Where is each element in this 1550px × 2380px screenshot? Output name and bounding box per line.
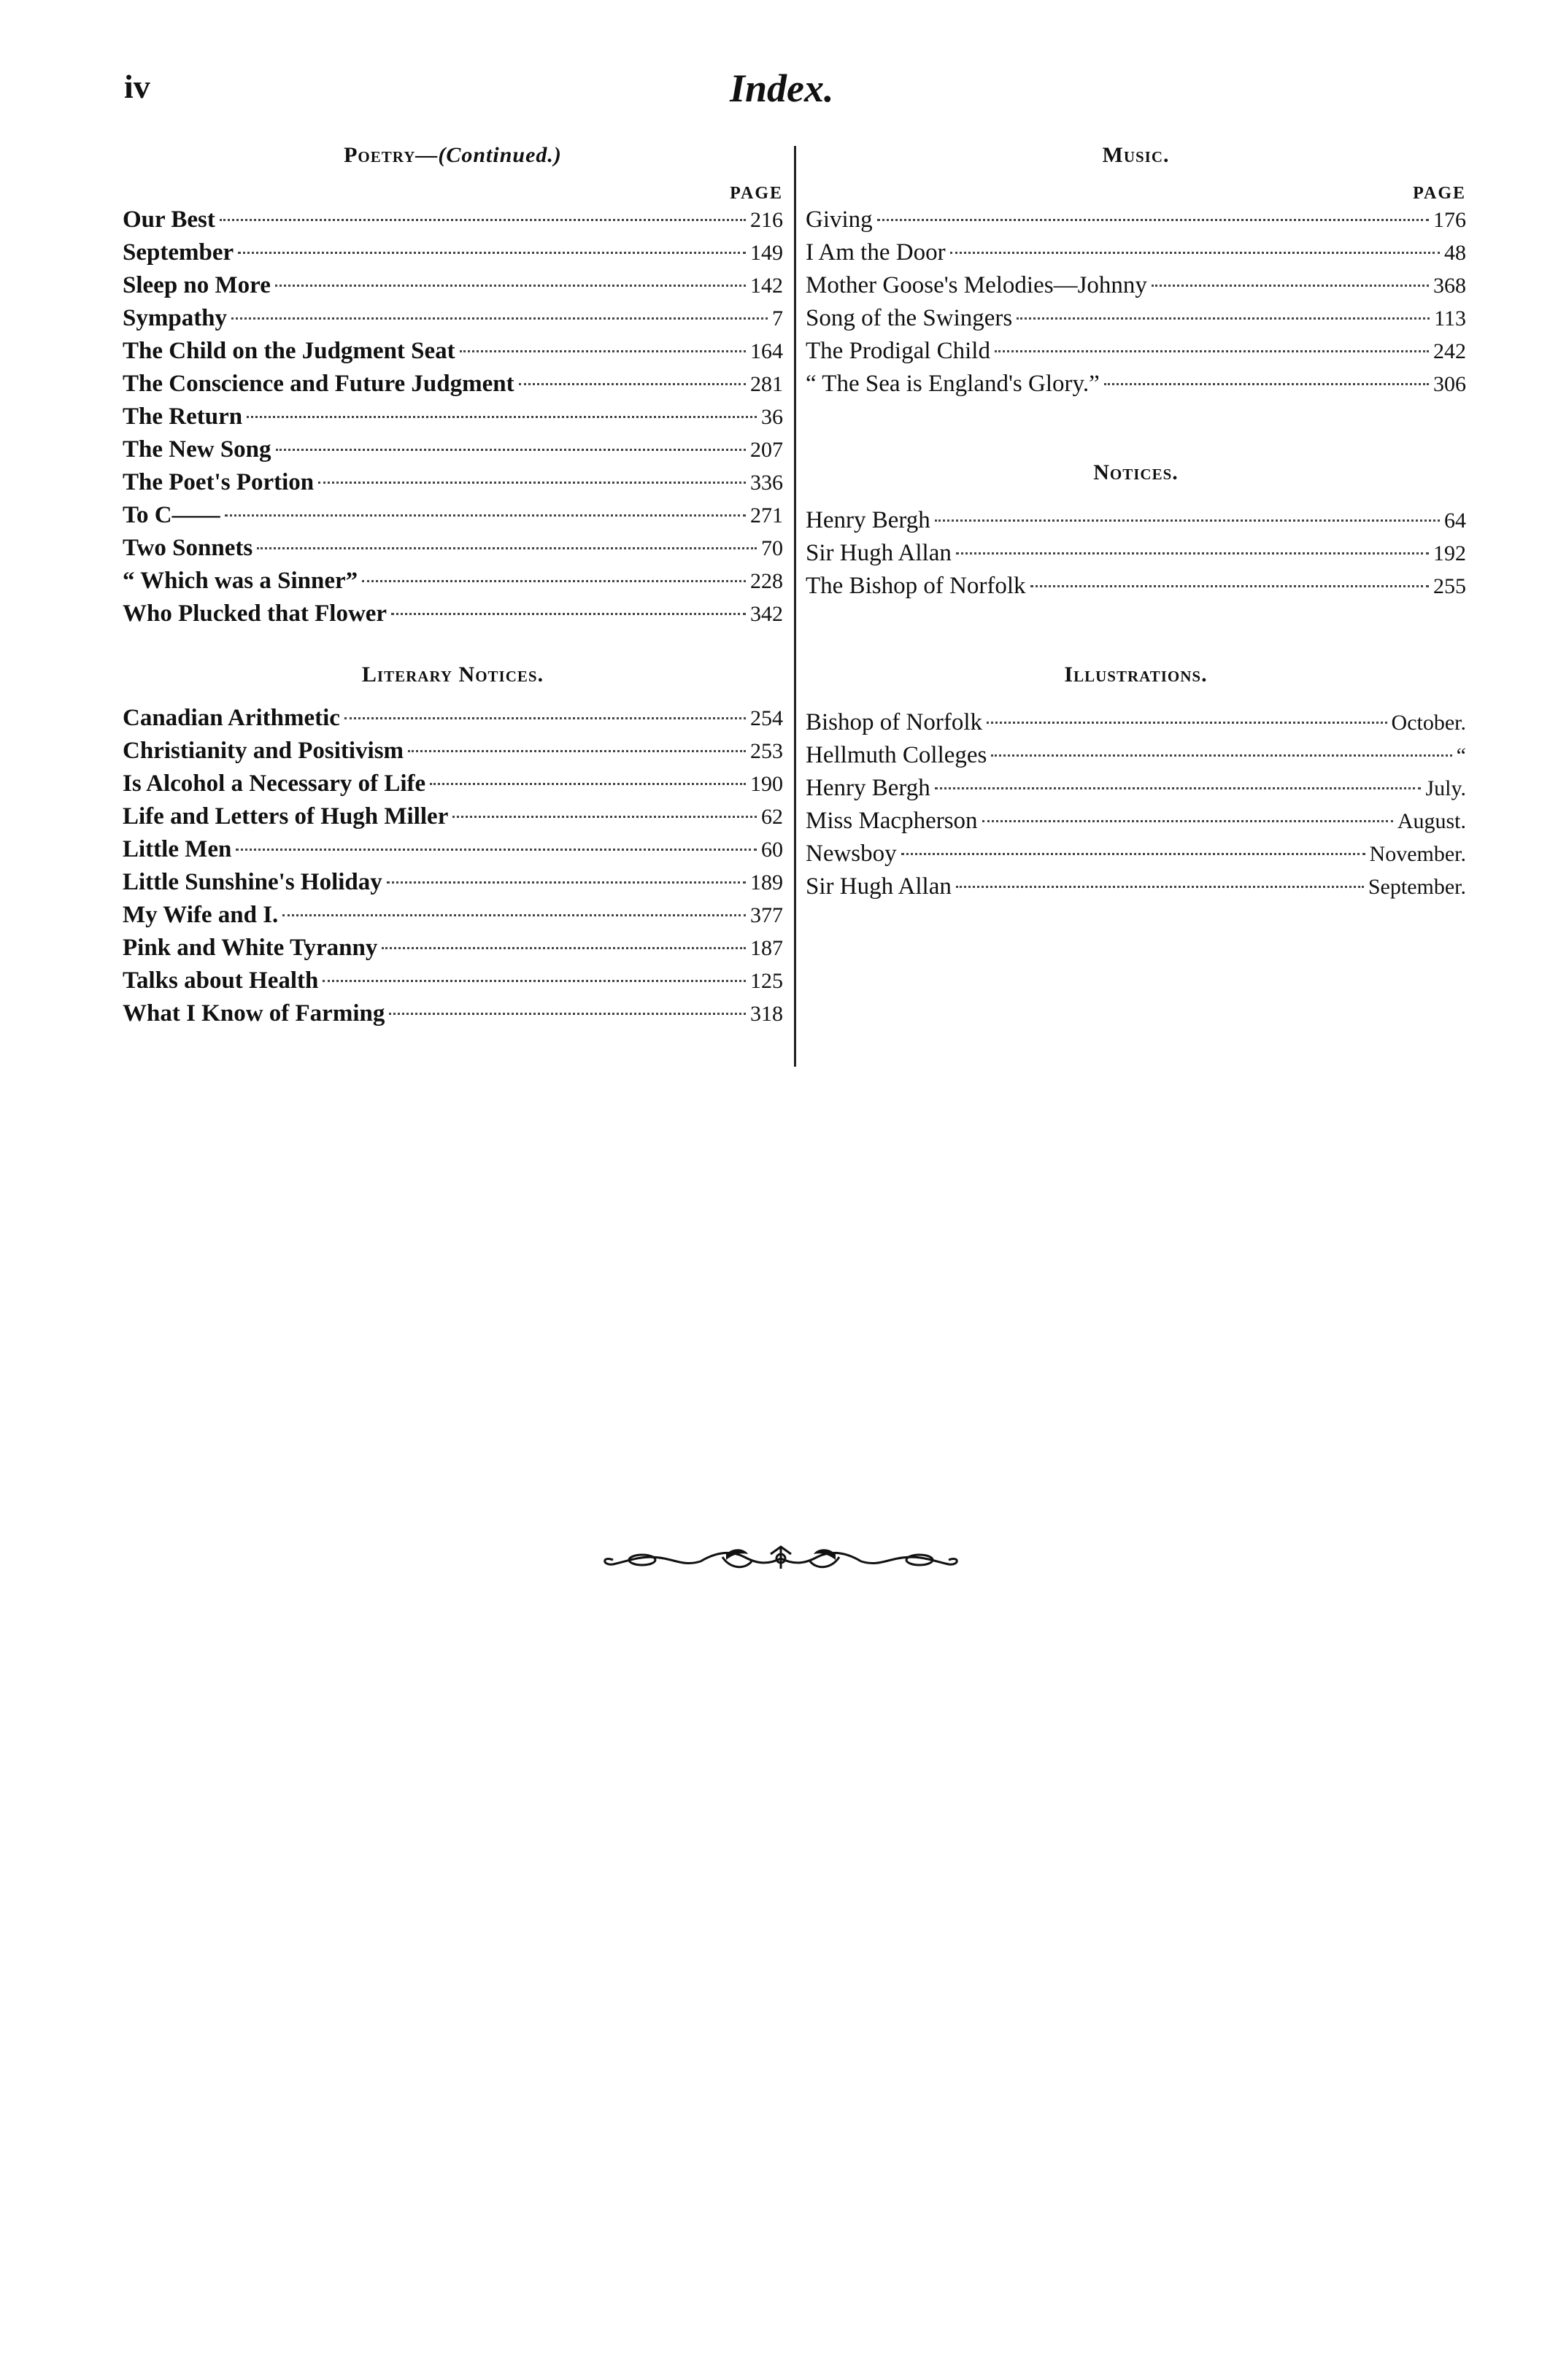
entry-title: Henry Bergh xyxy=(806,507,930,533)
entry-page: 228 xyxy=(750,569,783,593)
dot-leader xyxy=(956,552,1429,555)
entry-title: I Am the Door xyxy=(806,239,946,266)
right-column xyxy=(806,143,1466,906)
entry-title: The Poet's Portion xyxy=(123,469,315,495)
dot-leader xyxy=(1017,317,1430,320)
entry-page: 7 xyxy=(772,306,783,331)
dot-leader xyxy=(935,519,1440,522)
poetry-page-label: PAGE xyxy=(730,184,783,203)
entry-title: Sympathy xyxy=(123,305,228,331)
column-divider xyxy=(794,146,796,1067)
entry-title: Little Men xyxy=(123,836,232,862)
entry-title: Song of the Swingers xyxy=(806,305,1013,331)
index-entry xyxy=(123,338,783,371)
entry-page: 192 xyxy=(1433,541,1466,565)
index-entry xyxy=(806,709,1466,742)
entry-page: 207 xyxy=(750,438,783,462)
entry-page: 142 xyxy=(750,274,783,298)
entry-page: 125 xyxy=(750,969,783,993)
dot-leader xyxy=(408,750,746,752)
entry-page: 318 xyxy=(750,1002,783,1026)
index-entry xyxy=(806,272,1466,305)
dot-leader xyxy=(275,285,746,287)
poetry-continued: —(Continued.) xyxy=(415,143,562,167)
page-folio: iv xyxy=(124,68,150,105)
index-entry xyxy=(123,705,783,738)
entry-title: The New Song xyxy=(123,436,271,463)
illustrations-title: Illustrations. xyxy=(1064,662,1208,687)
illustrations-list xyxy=(806,709,1466,906)
entry-page: 306 xyxy=(1433,372,1466,396)
index-entry xyxy=(806,239,1466,272)
entry-title: Sir Hugh Allan xyxy=(806,540,952,566)
entry-title: Who Plucked that Flower xyxy=(123,600,388,627)
page-title: Index. xyxy=(730,66,834,110)
index-entry xyxy=(806,808,1466,841)
index-entry xyxy=(806,742,1466,775)
dot-leader xyxy=(247,416,757,418)
index-entry xyxy=(806,841,1466,873)
dot-leader xyxy=(950,252,1440,254)
dot-leader xyxy=(236,849,757,851)
dot-leader xyxy=(276,449,746,451)
poetry-title: Poetry xyxy=(344,143,416,167)
dot-leader xyxy=(282,914,746,916)
entry-title: Henry Bergh xyxy=(806,775,930,801)
entry-page: 368 xyxy=(1433,274,1466,298)
dot-leader xyxy=(231,317,768,320)
entry-page: 190 xyxy=(750,772,783,796)
entry-page: 176 xyxy=(1433,208,1466,232)
entry-page: 253 xyxy=(750,739,783,763)
index-entry xyxy=(123,403,783,436)
entry-page: 62 xyxy=(761,805,783,829)
entry-page: 216 xyxy=(750,208,783,232)
index-entry xyxy=(123,935,783,967)
entry-title: Canadian Arithmetic xyxy=(123,705,340,731)
entry-page: August. xyxy=(1397,809,1466,833)
entry-page: 64 xyxy=(1444,509,1466,533)
entry-page: 36 xyxy=(761,405,783,429)
index-entry xyxy=(806,507,1466,540)
index-entry xyxy=(123,469,783,502)
entry-title: The Prodigal Child xyxy=(806,338,990,364)
entry-title: The Return xyxy=(123,403,243,430)
index-entry xyxy=(123,869,783,902)
index-entry xyxy=(123,436,783,469)
literary-notices-list xyxy=(123,705,783,1033)
entry-title: The Bishop of Norfolk xyxy=(806,573,1026,599)
notices-list xyxy=(806,507,1466,606)
music-section-title: Music. xyxy=(1102,143,1170,167)
dot-leader xyxy=(344,717,746,719)
index-entry xyxy=(123,836,783,869)
entry-page: 48 xyxy=(1444,241,1466,265)
index-entry xyxy=(123,967,783,1000)
index-entry xyxy=(123,535,783,568)
index-entry xyxy=(123,502,783,535)
entry-title: What I Know of Farming xyxy=(123,1000,385,1027)
dot-leader xyxy=(430,783,746,785)
entry-title: Miss Macpherson xyxy=(806,808,978,834)
entry-title: Is Alcohol a Necessary of Life xyxy=(123,770,426,797)
entry-title: To C—— xyxy=(123,502,220,528)
entry-page: October. xyxy=(1391,711,1466,735)
entry-title: The Conscience and Future Judgment xyxy=(123,371,514,397)
index-entry xyxy=(806,540,1466,573)
entry-title: September xyxy=(123,239,234,266)
entry-title: Sir Hugh Allan xyxy=(806,873,952,900)
dot-leader xyxy=(956,886,1364,888)
entry-title: Hellmuth Colleges xyxy=(806,742,987,768)
entry-page: “ xyxy=(1456,743,1466,768)
entry-page: 281 xyxy=(750,372,783,396)
music-list xyxy=(806,206,1466,403)
dot-leader xyxy=(982,820,1393,822)
index-entry xyxy=(123,770,783,803)
entry-page: 255 xyxy=(1433,574,1466,598)
entry-page: 242 xyxy=(1433,339,1466,363)
dot-leader xyxy=(238,252,746,254)
index-entry xyxy=(123,1000,783,1033)
index-entry xyxy=(123,803,783,836)
index-entry xyxy=(123,272,783,305)
entry-title: Little Sunshine's Holiday xyxy=(123,869,382,895)
entry-page: 187 xyxy=(750,936,783,960)
dot-leader xyxy=(257,547,757,549)
dot-leader xyxy=(1030,585,1429,587)
dot-leader xyxy=(1104,383,1429,385)
entry-page: July. xyxy=(1425,776,1466,800)
entry-title: Newsboy xyxy=(806,841,897,867)
dot-leader xyxy=(452,816,757,818)
entry-title: Our Best xyxy=(123,206,215,233)
left-column xyxy=(123,143,783,1033)
index-entry xyxy=(806,371,1466,403)
entry-title: Bishop of Norfolk xyxy=(806,709,982,735)
entry-page: 189 xyxy=(750,870,783,895)
entry-title: “ Which was a Sinner” xyxy=(123,568,358,594)
dot-leader xyxy=(323,980,746,982)
entry-title: Talks about Health xyxy=(123,967,319,994)
dot-leader xyxy=(391,613,746,615)
index-entry xyxy=(123,902,783,935)
entry-title: Life and Letters of Hugh Miller xyxy=(123,803,449,830)
index-entry xyxy=(123,738,783,770)
entry-title: Giving xyxy=(806,206,873,233)
index-entry xyxy=(123,206,783,239)
dot-leader xyxy=(1152,285,1429,287)
index-entry xyxy=(123,305,783,338)
dot-leader xyxy=(387,881,746,884)
dot-leader xyxy=(991,754,1451,757)
entry-title: Christianity and Positivism xyxy=(123,738,404,764)
dot-leader xyxy=(987,722,1387,724)
entry-page: November. xyxy=(1369,842,1466,866)
dot-leader xyxy=(935,787,1422,789)
entry-page: 271 xyxy=(750,503,783,528)
index-entry xyxy=(806,873,1466,906)
literary-notices-title: Literary Notices. xyxy=(361,662,544,687)
index-entry xyxy=(123,239,783,272)
entry-page: 254 xyxy=(750,706,783,730)
entry-page: 113 xyxy=(1434,306,1466,331)
entry-page: 336 xyxy=(750,471,783,495)
dot-leader xyxy=(389,1013,746,1015)
entry-title: Mother Goose's Melodies—Johnny xyxy=(806,272,1147,298)
notices-title: Notices. xyxy=(1093,460,1179,484)
decorative-ornament-icon xyxy=(598,1539,963,1577)
entry-title: My Wife and I. xyxy=(123,902,279,928)
entry-title: Two Sonnets xyxy=(123,535,253,561)
dot-leader xyxy=(877,219,1429,221)
music-page-label: PAGE xyxy=(1413,184,1466,203)
index-entry xyxy=(806,338,1466,371)
entry-title: Pink and White Tyranny xyxy=(123,935,378,961)
poetry-list xyxy=(123,206,783,633)
entry-page: 377 xyxy=(750,903,783,927)
dot-leader xyxy=(220,219,746,221)
poetry-section-title xyxy=(123,143,783,168)
index-entry xyxy=(806,206,1466,239)
entry-title: The Child on the Judgment Seat xyxy=(123,338,455,364)
index-entry xyxy=(806,573,1466,606)
dot-leader xyxy=(995,350,1429,352)
dot-leader xyxy=(382,947,746,949)
entry-page: 342 xyxy=(750,602,783,626)
dot-leader xyxy=(901,853,1365,855)
index-entry xyxy=(123,600,783,633)
dot-leader xyxy=(318,482,746,484)
index-entry xyxy=(806,775,1466,808)
dot-leader xyxy=(225,514,746,517)
entry-page: 70 xyxy=(761,536,783,560)
dot-leader xyxy=(362,580,746,582)
dot-leader xyxy=(460,350,746,352)
entry-title: “ The Sea is England's Glory.” xyxy=(806,371,1100,397)
entry-page: 164 xyxy=(750,339,783,363)
dot-leader xyxy=(519,383,746,385)
entry-page: 149 xyxy=(750,241,783,265)
index-entry xyxy=(123,568,783,600)
entry-page: 60 xyxy=(761,838,783,862)
index-entry xyxy=(806,305,1466,338)
entry-title: Sleep no More xyxy=(123,272,271,298)
entry-page: September. xyxy=(1368,875,1466,899)
index-entry xyxy=(123,371,783,403)
